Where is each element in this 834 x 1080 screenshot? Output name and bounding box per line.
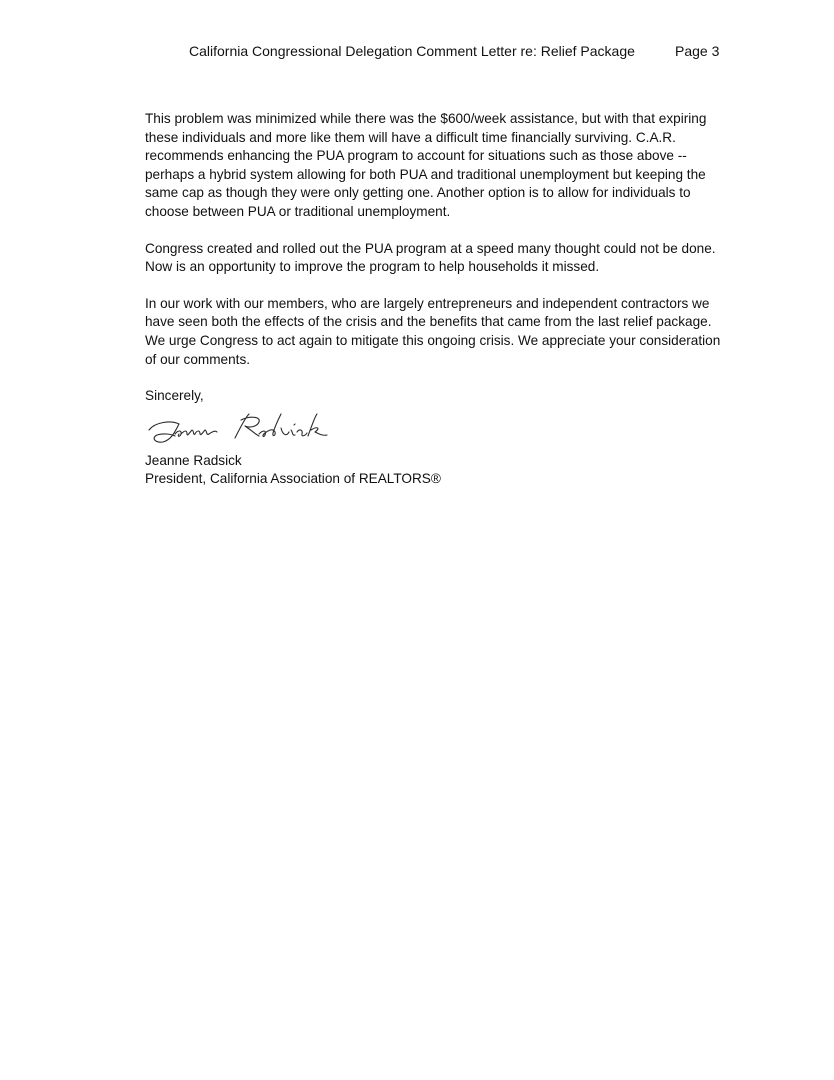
paragraph-pua-problem: [145, 110, 745, 222]
text-line: have seen both the effects of the crisis and the benefits that came from the last relief package.: [145, 314, 712, 330]
text-line: of our comments.: [145, 351, 251, 367]
text-line: Congress created and rolled out the PUA program at a speed many thought could not be done.: [145, 240, 716, 256]
letter-body: [145, 110, 745, 489]
signer-block: [145, 452, 745, 489]
signature-image: [145, 408, 345, 448]
paragraph-opportunity: [145, 240, 745, 277]
text-line: these individuals and more like them will have a difficult time financially surviving. C.A.R.: [145, 129, 676, 145]
page-number: Page 3: [675, 43, 720, 59]
text-line: Now is an opportunity to improve the program to help households it missed.: [145, 259, 600, 275]
text-line: same cap as though they were only getting one. Another option is to allow for individuals to: [145, 185, 691, 201]
text-line: This problem was minimized while there was the $600/week assistance, but with that expiring: [145, 111, 707, 126]
text-line: recommends enhancing the PUA program to account for situations such as those above --: [145, 148, 687, 164]
paragraph-urge-congress: [145, 295, 745, 369]
text-line: We urge Congress to act again to mitigate this ongoing crisis. We appreciate your consideration: [145, 332, 721, 348]
running-title: California Congressional Delegation Comment Letter re: Relief Package: [189, 43, 635, 59]
closing-salutation: Sincerely,: [145, 388, 204, 404]
signer-title: President, California Association of REALTORS®: [145, 471, 441, 487]
text-line: In our work with our members, who are largely entrepreneurs and independent contractors we: [145, 295, 710, 311]
signer-name: Jeanne Radsick: [145, 452, 242, 468]
text-line: perhaps a hybrid system allowing for both PUA and traditional unemployment but keeping the: [145, 166, 706, 182]
text-line: choose between PUA or traditional unemployment.: [145, 203, 451, 219]
